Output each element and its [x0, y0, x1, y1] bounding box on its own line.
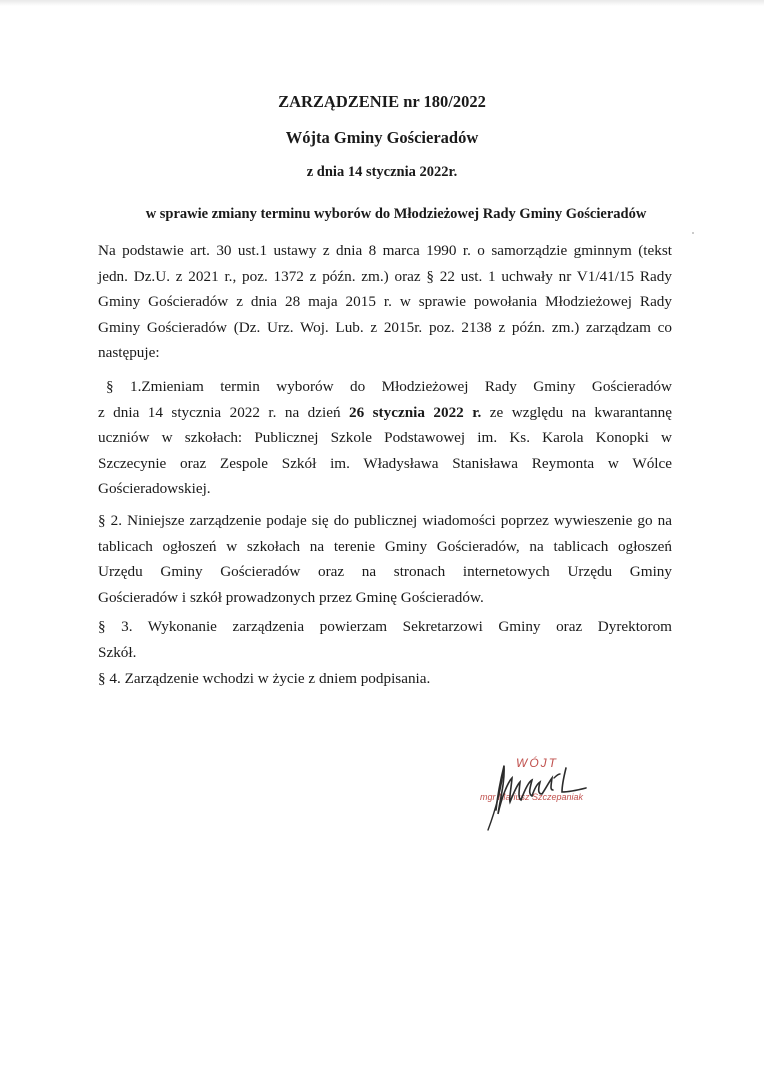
section-4: [98, 666, 672, 692]
text-line: § 3. Wykonanie zarządzenia powierzam Sekretarzowi Gminy oraz Dyrektorom: [98, 618, 672, 635]
legal-basis-paragraph: [98, 238, 672, 366]
text-line: Na podstawie art. 30 ust.1 ustawy z dnia 8 marca 1990 r. o samorządzie gminnym (tekst: [98, 242, 672, 259]
text-line: § 2. Niniejsze zarządzenie podaje się do publicznej wiadomości poprzez wywieszenie go na: [98, 512, 672, 529]
text-line: § 1.Zmieniam termin wyborów do Młodzieżowej Rady Gminy Gościeradów: [106, 378, 672, 395]
text-line: następuje:: [98, 344, 160, 362]
stamp-role: WÓJT: [516, 756, 558, 770]
text-line: Szkół.: [98, 643, 137, 661]
signature-block: [474, 752, 614, 832]
scan-speck: [692, 232, 694, 234]
stamp-name: mgr Mariusz Szczepaniak: [480, 792, 584, 802]
text-line: jedn. Dz.U. z 2021 r., poz. 1372 z późn. zm.) oraz § 22 ust. 1 uchwały nr V1/41/15 Rady: [98, 267, 672, 285]
text-run: z dnia 14 stycznia 2022 r. na dzień: [98, 403, 350, 421]
section-3: [98, 614, 672, 665]
signature-stroke: [496, 766, 553, 814]
text-run: ze względu na kwarantannę: [481, 403, 672, 421]
text-line: Gminy Gościeradów z dnia 28 maja 2015 r. w sprawie powołania Młodzieżowej Rady: [98, 293, 672, 311]
document-date: z dnia 14 stycznia 2022r.: [306, 164, 458, 180]
document-subject: w sprawie zmiany terminu wyborów do Młodzieżowej Rady Gminy Gościeradów: [145, 206, 647, 222]
signature-stroke: [562, 768, 586, 792]
text-line: Szczecynie oraz Zespole Szkół im. Władysława Stanisława Reymonta w Wólce: [98, 454, 672, 472]
text-line: [98, 400, 672, 426]
text-line: tablicach ogłoszeń w szkołach na terenie Gminy Gościeradów, na tablicach ogłoszeń: [98, 537, 672, 555]
section-2: [98, 508, 672, 610]
new-election-date: 26 stycznia 2022 r.: [349, 403, 482, 421]
text-line: Gościeradowskiej.: [98, 480, 211, 498]
signature-stroke: [554, 774, 560, 778]
scan-edge: [0, 0, 764, 6]
text-line: uczniów w szkołach: Publicznej Szkole Podstawowej im. Ks. Karola Konopki w: [98, 429, 672, 447]
section-1: [98, 374, 672, 502]
text-line: Gościeradów i szkół prowadzonych przez Gminę Gościeradów.: [98, 588, 484, 606]
text-line: § 4. Zarządzenie wchodzi w życie z dniem podpisania.: [98, 670, 431, 687]
handwritten-signature: [474, 752, 614, 832]
document-title: ZARZĄDZENIE nr 180/2022: [278, 92, 486, 111]
text-line: Urzędu Gminy Gościeradów oraz na stronach internetowych Urzędu Gminy: [98, 563, 672, 581]
issuing-authority: Wójta Gminy Gościeradów: [285, 128, 479, 147]
text-line: Gminy Gościeradów (Dz. Urz. Woj. Lub. z 2015r. poz. 2138 z późn. zm.) zarządzam co: [98, 318, 672, 336]
